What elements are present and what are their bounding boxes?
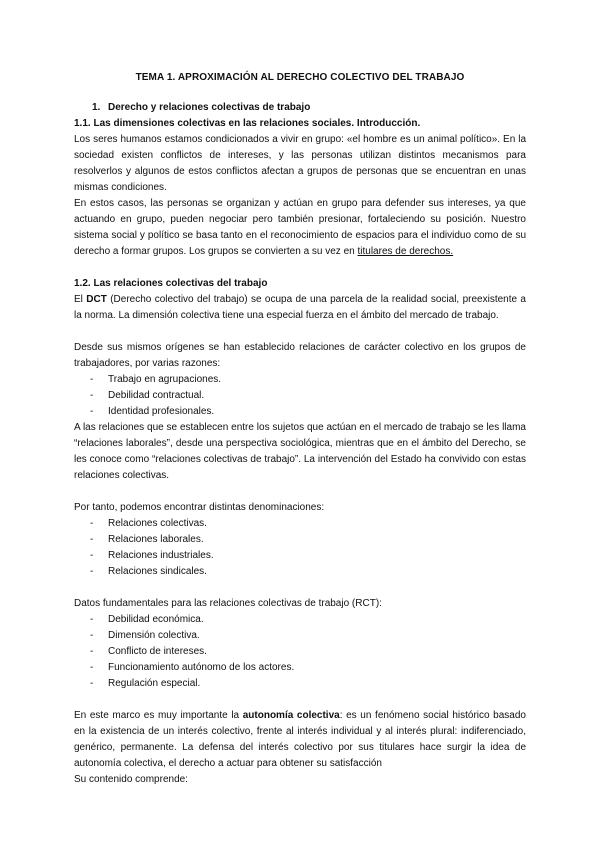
list-item: - Funcionamiento autónomo de los actores. bbox=[74, 660, 526, 676]
paragraph-text: (Derecho colectivo del trabajo) se ocupa de una parcela de la realidad social, preexistente a la norma. La dimensión colectiva tiene una especial fuerza en el ámbito del mercado de trabajo. bbox=[74, 294, 526, 321]
paragraph bbox=[74, 196, 526, 260]
paragraph: Su contenido comprende: bbox=[74, 774, 188, 785]
list-item: - Relaciones industriales. bbox=[74, 548, 526, 564]
section-heading-text: Derecho y relaciones colectivas de trabajo bbox=[108, 102, 311, 113]
paragraph-text: En estos casos, las personas se organizan y actúan en grupo para defender sus intereses, ya que actuando en grupo, pueden negociar pero también presionar, fortaleciendo su posición. Nuestro sistema social y político se basa tanto en el reconocimiento de espacios para el individuo como de su derecho a formar grupos. Los grupos se convierten a su vez en bbox=[74, 198, 526, 257]
facts-list bbox=[74, 612, 526, 692]
list-item: - Regulación especial. bbox=[74, 676, 526, 692]
list-item: - Conflicto de intereses. bbox=[74, 644, 526, 660]
paragraph-text: El bbox=[74, 294, 87, 305]
list-item: - Relaciones laborales. bbox=[74, 532, 526, 548]
document-body bbox=[74, 100, 526, 788]
list-item: - Debilidad económica. bbox=[74, 612, 526, 628]
section-number: 1. bbox=[92, 102, 101, 113]
bold-term: DCT bbox=[86, 294, 107, 305]
paragraph: Desde sus mismos orígenes se han establecido relaciones de carácter colectivo en los grupos de trabajadores, por varias razones: bbox=[74, 342, 526, 369]
list-item: - Trabajo en agrupaciones. bbox=[74, 372, 526, 388]
bold-term: autonomía colectiva bbox=[242, 710, 340, 721]
paragraph: Datos fundamentales para las relaciones colectivas de trabajo (RCT): bbox=[74, 598, 382, 609]
section-heading bbox=[74, 100, 526, 116]
names-list bbox=[74, 516, 526, 580]
list-item: - Debilidad contractual. bbox=[74, 388, 526, 404]
list-item: - Dimensión colectiva. bbox=[74, 628, 526, 644]
document-title: TEMA 1. APROXIMACIÓN AL DERECHO COLECTIVO DEL TRABAJO bbox=[135, 72, 465, 83]
subsection-heading-1-2: 1.2. Las relaciones colectivas del trabajo bbox=[74, 278, 268, 289]
paragraph bbox=[74, 292, 526, 324]
paragraph bbox=[74, 708, 526, 772]
list-item: - Relaciones colectivas. bbox=[74, 516, 526, 532]
paragraph-text: : es un fenómeno social histórico basado en la existencia de un interés colectivo, frente al interés individual y al interés plural: indiferenciado, genérico, permanente. La defensa del interés colectivo por sus titulares hace surgir la idea de autonomía colectiva, el derecho a actuar para obtener su satisfacción bbox=[74, 710, 526, 769]
list-item: - Relaciones sindicales. bbox=[74, 564, 526, 580]
subsection-heading-1-1: 1.1. Las dimensiones colectivas en las relaciones sociales. Introducción. bbox=[74, 118, 421, 129]
underlined-text: titulares de derechos. bbox=[357, 246, 454, 257]
paragraph: A las relaciones que se establecen entre los sujetos que actúan en el mercado de trabajo se les llama “relaciones laborales”, desde una perspectiva sociológica, mientras que en el ámbito del Derecho, se les conoce como “relaciones colectivas de trabajo”. La intervención del Estado ha convivido con estas relaciones colectivas. bbox=[74, 422, 526, 481]
paragraph: Los seres humanos estamos condicionados a vivir en grupo: «el hombre es un animal político». En la sociedad existen conflictos de intereses, y las personas utilizan distintos mecanismos para resolverlos y algunos de estos conflictos afectan a grupos de personas que se encuentran en unas mismas condiciones. bbox=[74, 134, 526, 193]
paragraph: Por tanto, podemos encontrar distintas denominaciones: bbox=[74, 502, 325, 513]
reasons-list bbox=[74, 372, 526, 420]
list-item: - Identidad profesionales. bbox=[74, 404, 526, 420]
paragraph-text: En este marco es muy importante la bbox=[74, 710, 243, 721]
